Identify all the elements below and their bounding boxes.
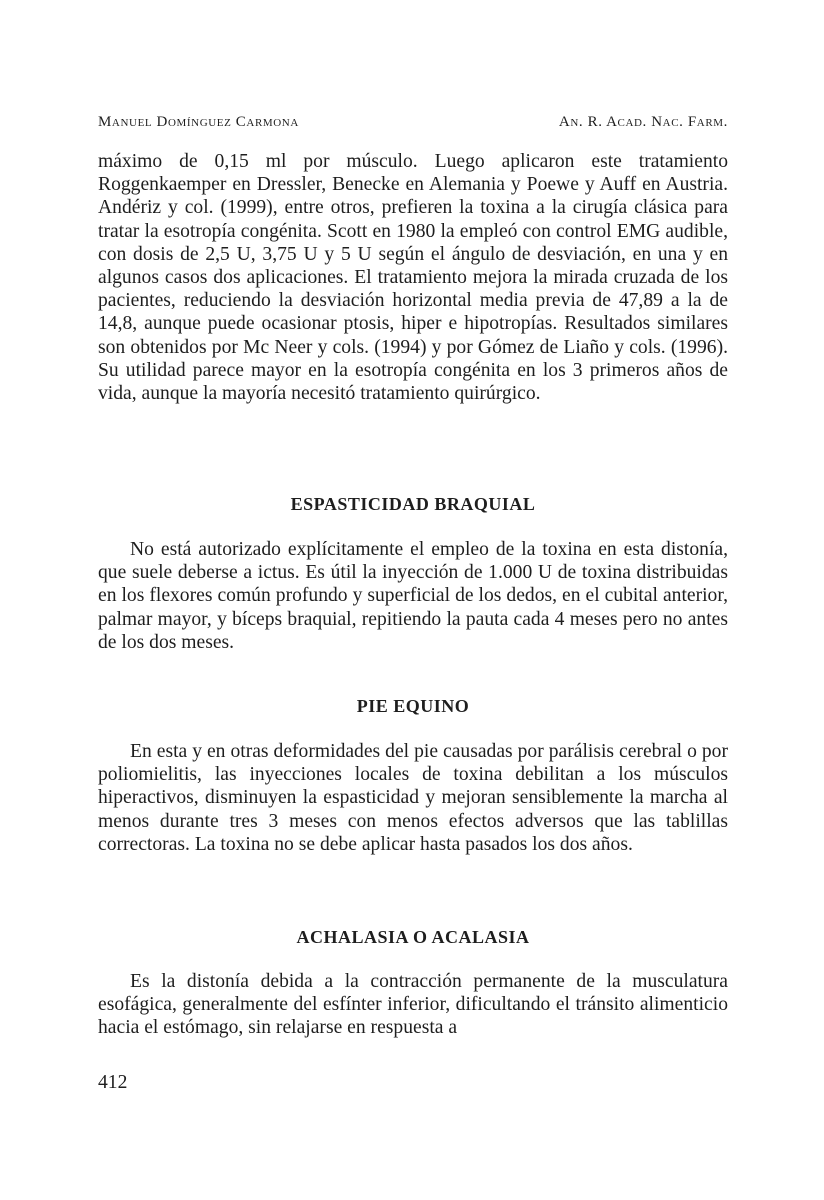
page-number: 412 <box>98 1072 128 1093</box>
paragraph-text: En esta y en otras deformidades del pie causadas por parálisis cerebral o por poliomielitis, las inyecciones locales de toxina debilitan a los músculos hiperactivos, disminuyen la espasticidad y mejoran sensiblemente la marcha al menos durante tres 3 meses con menos efectos adversos que las tablillas correctoras. La toxina no se debe aplicar hasta pasados los dos años. <box>98 741 728 855</box>
section-heading-pie-equino: PIE EQUINO <box>356 696 470 716</box>
running-head-author: Manuel Domínguez Carmona <box>98 114 299 130</box>
running-head-journal: An. R. Acad. Nac. Farm. <box>558 114 728 130</box>
body-paragraph <box>98 970 728 1040</box>
paragraph-text: máximo de 0,15 ml por músculo. Luego aplicaron este tratamiento Roggenkaemper en Dressler, Benecke en Alemania y Poewe y Auff en Austria. Andériz y col. (1999), entre otros, prefieren la toxina a la cirugía clásica para tratar la esotropía congénita. Scott en 1980 la empleó con control EMG audible, con dosis de 2,5 U, 3,75 U y 5 U según el ángulo de desviación, en una y en algunos casos dos aplicaciones. El tratamiento mejora la mirada cruzada de los pacientes, reduciendo la desviación horizontal media previa de 47,89 a la de 14,8, aunque puede ocasionar ptosis, hiper e hipotropías. Resultados similares son obtenidos por Mc Neer y cols. (1994) y por Gómez de Liaño y cols. (1996). Su utilidad parece mayor en la esotropía congénita en los 3 primeros años de vida, aunque la mayoría necesitó tratamiento quirúrgico. <box>98 151 728 405</box>
paragraph-text: No está autorizado explícitamente el empleo de la toxina en esta distonía, que suele deberse a ictus. Es útil la inyección de 1.000 U de toxina distribuidas en los flexores común profundo y superficial de los dedos, en el cubital anterior, palmar mayor, y bíceps braquial, repitiendo la pauta cada 4 meses pero no antes de los dos meses. <box>98 539 728 653</box>
paragraph-text: Es la distonía debida a la contracción permanente de la musculatura esofágica, generalmente del esfínter inferior, dificultando el tránsito alimenticio hacia el estómago, sin relajarse en respuesta a <box>98 971 728 1039</box>
running-head <box>98 114 728 134</box>
body-paragraph <box>98 740 728 856</box>
body-paragraph <box>98 150 728 405</box>
section-heading-espasticidad-braquial: ESPASTICIDAD BRAQUIAL <box>290 494 536 514</box>
section-heading-achalasia: ACHALASIA O ACALASIA <box>296 927 530 947</box>
body-paragraph <box>98 538 728 654</box>
